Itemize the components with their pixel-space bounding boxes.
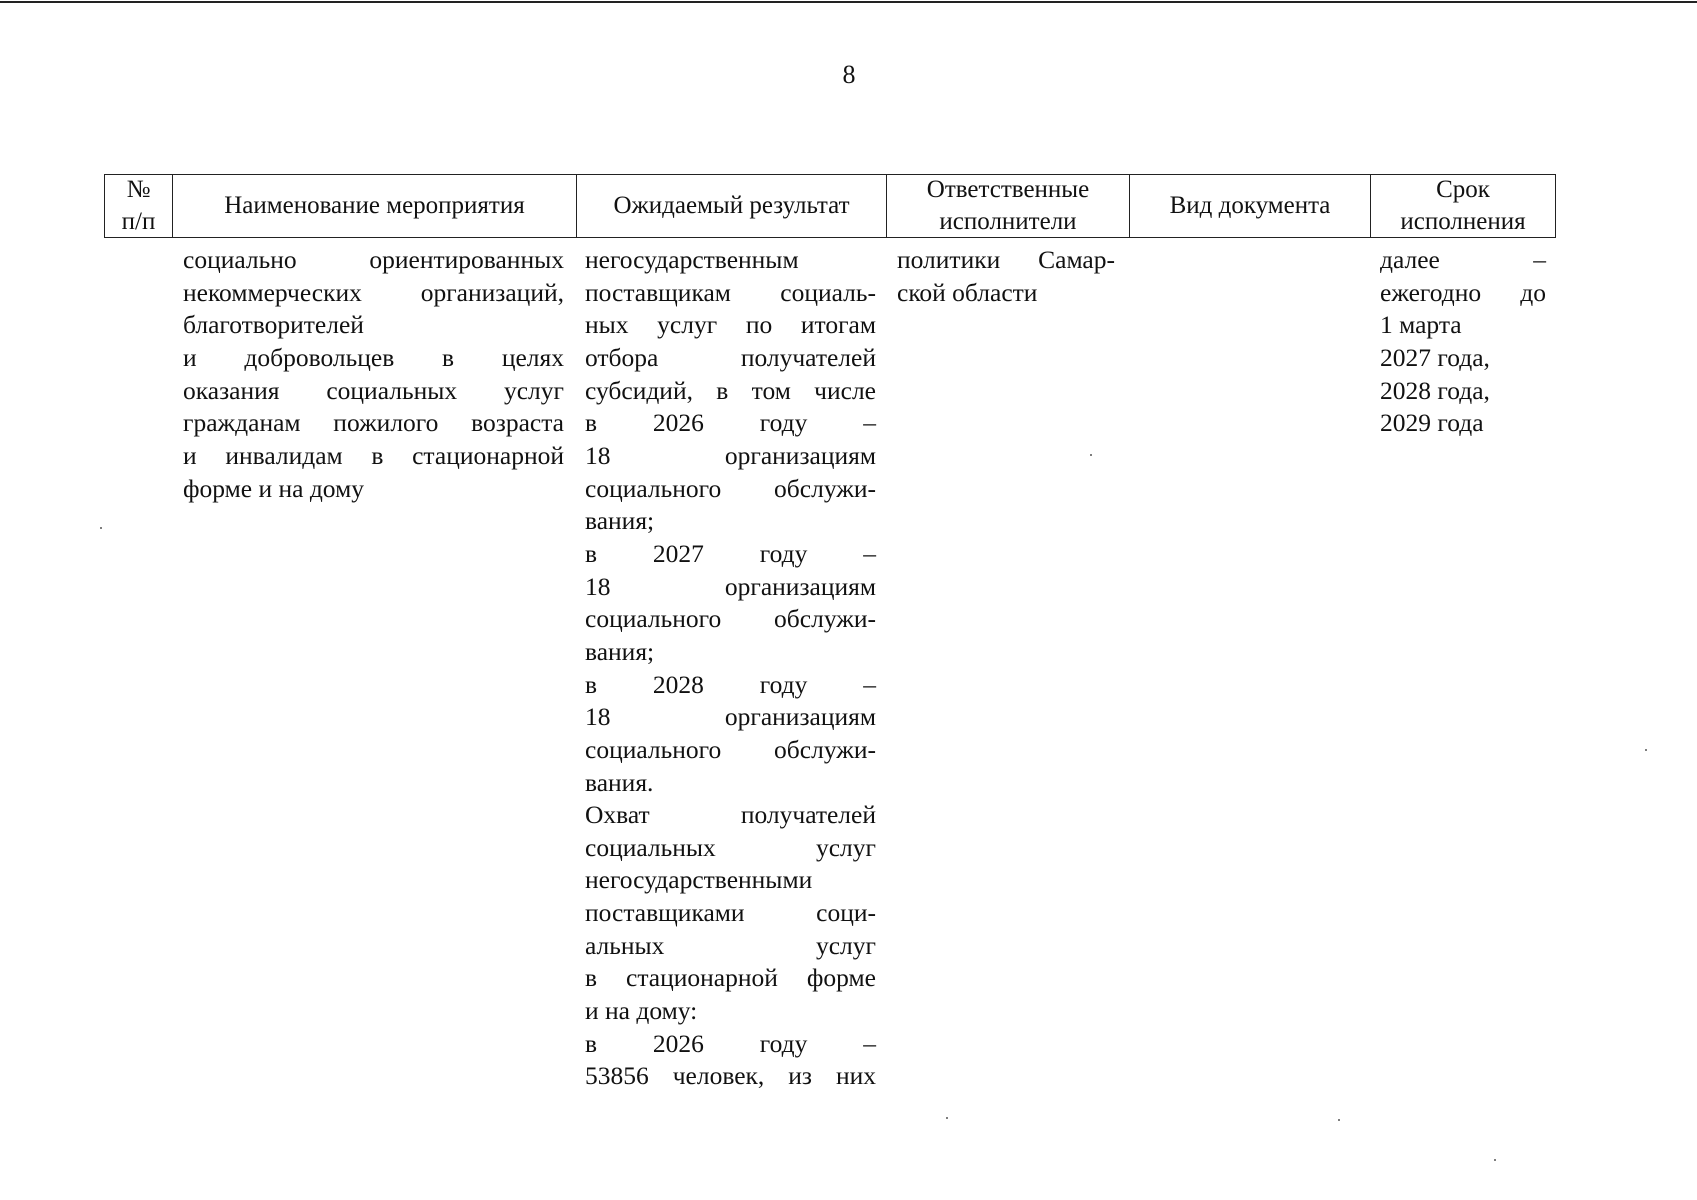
text-line: альных услуг: [585, 930, 876, 960]
text-line: гражданам пожилого возраста: [183, 408, 564, 438]
header-document-type: [1129, 174, 1370, 238]
header-deadline-line-1: Срок: [1436, 176, 1490, 203]
cell-deadline: [1380, 244, 1546, 440]
text-line: 53856 человек, из них: [585, 1061, 876, 1091]
text-line: некоммерческих организаций,: [183, 277, 564, 307]
text-line: 18 организациям: [585, 702, 876, 732]
text-line: ской области: [897, 277, 1038, 307]
header-responsible-line-2: исполнители: [939, 208, 1077, 235]
text-line: далее –: [1380, 245, 1546, 274]
text-line: Охват получателей: [585, 800, 876, 830]
text-line: в 2028 году –: [585, 669, 876, 699]
cell-expected-result: [585, 244, 876, 1093]
text-line: социального обслужи-: [585, 734, 876, 764]
text-line: вания;: [585, 636, 655, 666]
header-number-line-2: п/п: [121, 208, 156, 235]
text-line: форме и на дому: [183, 473, 364, 503]
header-expected-result: [576, 174, 886, 238]
text-line: в 2026 году –: [585, 1028, 876, 1058]
text-line: социальных услуг: [585, 832, 876, 862]
text-line: политики Самар-: [897, 245, 1115, 274]
header-deadline: [1370, 174, 1556, 238]
text-line: ежегодно до: [1380, 277, 1546, 307]
text-line: в стационарной форме: [585, 963, 876, 993]
text-line: 18 организациям: [585, 440, 876, 470]
text-line: 1 марта: [1380, 310, 1462, 340]
text-line: субсидий, в том числе: [585, 375, 876, 405]
text-line: отбора получателей: [585, 342, 876, 372]
header-responsible: [886, 174, 1129, 238]
page-number: 8: [842, 60, 856, 89]
header-event-name: [172, 174, 576, 238]
text-line: оказания социальных услуг: [183, 375, 564, 405]
header-number: [104, 174, 172, 238]
text-line: и на дому:: [585, 996, 698, 1026]
text-line: и добровольцев в целях: [183, 342, 564, 372]
text-line: вания.: [585, 767, 654, 797]
text-line: в 2026 году –: [585, 408, 876, 438]
text-line: и инвалидам в стационарной: [183, 440, 564, 470]
text-line: в 2027 году –: [585, 538, 876, 568]
scan-speck: [1494, 1159, 1496, 1161]
text-line: вания;: [585, 506, 655, 536]
header-number-line-1: №: [126, 176, 151, 203]
cell-responsible: [897, 244, 1115, 309]
scan-speck: [946, 1117, 948, 1119]
text-line: 2029 года: [1380, 408, 1484, 438]
text-line: социального обслужи-: [585, 473, 876, 503]
header-deadline-line-2: исполнения: [1400, 208, 1526, 235]
text-line: 18 организациям: [585, 571, 876, 601]
header-document-type-label: Вид документа: [1169, 192, 1331, 219]
text-line: благотворителей: [183, 310, 364, 340]
header-event-name-label: Наименование мероприятия: [224, 192, 525, 219]
text-line: 2028 года,: [1380, 375, 1490, 405]
scan-speck: [1338, 1119, 1340, 1121]
top-border-line: [0, 1, 1697, 3]
text-line: социально ориентированных: [183, 245, 564, 274]
text-line: негосударственными: [585, 865, 813, 895]
header-expected-result-label: Ожидаемый результат: [613, 192, 850, 219]
text-line: 2027 года,: [1380, 342, 1490, 372]
scan-speck: [100, 527, 102, 529]
scan-speck: [1090, 454, 1092, 456]
text-line: социального обслужи-: [585, 604, 876, 634]
text-line: негосударственным: [585, 245, 799, 274]
text-line: поставщикам социаль-: [585, 277, 876, 307]
text-line: поставщиками соци-: [585, 898, 876, 928]
scan-speck: [1645, 749, 1647, 751]
cell-event-name: [183, 244, 564, 505]
header-responsible-line-1: Ответственные: [926, 176, 1090, 203]
text-line: ных услуг по итогам: [585, 310, 876, 340]
